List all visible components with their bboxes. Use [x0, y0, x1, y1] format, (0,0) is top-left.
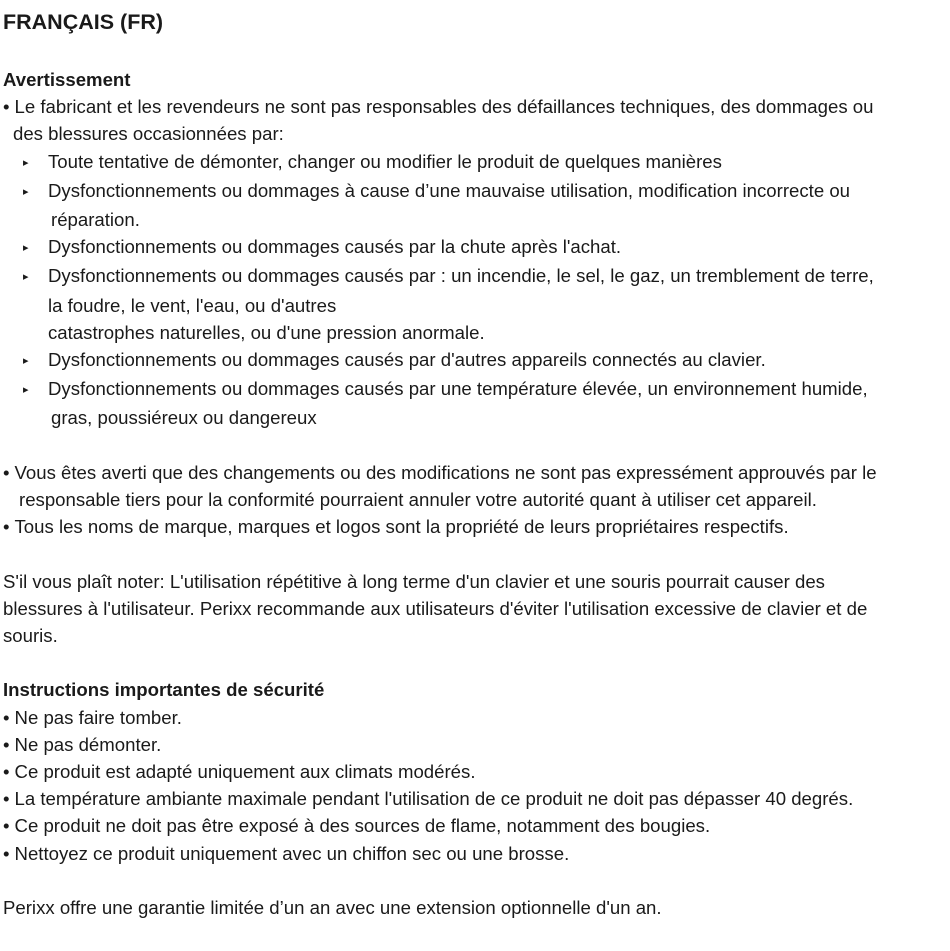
warning-sublist: [3, 148, 950, 432]
sub-list-item: ▸ Dysfonctionnements ou dommages à cause d’une mauvaise utilisation, modification incorrecte ou: [3, 177, 950, 206]
bullet-icon: •: [3, 788, 10, 810]
bullet-icon: •: [3, 733, 10, 755]
note-line: S'il vous plaît noter: L'utilisation répétitive à long terme d'un clavier et une souris pourrait causer des: [3, 570, 825, 592]
list-item: • Nettoyez ce produit uniquement avec un chiffon sec ou une brosse.: [3, 842, 570, 864]
bullet-icon: •: [3, 96, 10, 118]
sub-list-item-cont: catastrophes naturelles, ou d'une pression anormale.: [48, 321, 485, 343]
arrow-bullet-icon: ▸: [23, 355, 29, 368]
sub-list-item: ▸ Dysfonctionnements ou dommages causés par : un incendie, le sel, le gaz, un tremblement de terre,: [3, 262, 950, 291]
sub-list-item-cont: gras, poussiéreux ou dangereux: [51, 407, 317, 429]
sub-list-item: ▸ Toute tentative de démonter, changer ou modifier le produit de quelques manières: [3, 148, 950, 177]
sub-list-item: ▸ Dysfonctionnements ou dommages causés par d'autres appareils connectés au clavier.: [3, 346, 950, 375]
arrow-bullet-icon: ▸: [23, 156, 29, 169]
note-line: souris.: [3, 625, 58, 647]
page-title: FRANÇAIS (FR): [3, 10, 164, 34]
bullet-icon: •: [3, 842, 10, 864]
bullet-icon: •: [3, 461, 10, 483]
warning-intro: • Le fabricant et les revendeurs ne sont pas responsables des défaillances techniques, des dommages ou: [3, 96, 874, 118]
arrow-bullet-icon: ▸: [23, 271, 29, 284]
bullet-icon: •: [3, 815, 10, 837]
warning-intro-cont: des blessures occasionnées par:: [13, 123, 284, 145]
sub-list-item-cont: réparation.: [51, 209, 140, 231]
list-item: • Ce produit ne doit pas être exposé à des sources de flame, notamment des bougies.: [3, 815, 711, 837]
sub-list-item: ▸ Dysfonctionnements ou dommages causés par une température élevée, un environnement humide,: [3, 375, 950, 404]
arrow-bullet-icon: ▸: [23, 384, 29, 397]
warning-trademark-notice: • Tous les noms de marque, marques et logos sont la propriété de leurs propriétaires respectifs.: [3, 516, 789, 538]
arrow-bullet-icon: ▸: [23, 185, 29, 198]
list-item: • Ne pas démonter.: [3, 733, 162, 755]
sub-list-item-cont: la foudre, le vent, l'eau, ou d'autres: [48, 294, 337, 316]
warning-section: [3, 66, 950, 540]
safety-heading: Instructions importantes de sécurité: [3, 679, 325, 701]
list-item: • La température ambiante maximale pendant l'utilisation de ce produit ne doit pas dépasser 40 degrés.: [3, 788, 854, 810]
bullet-icon: •: [3, 706, 10, 728]
list-item: • Ne pas faire tomber.: [3, 706, 182, 728]
bullet-icon: •: [3, 761, 10, 783]
warning-notice-cont: responsable tiers pour la conformité pourraient annuler votre autorité quant à utiliser cet appareil.: [19, 489, 817, 511]
usage-note: [3, 568, 950, 650]
list-item: • Ce produit est adapté uniquement aux climats modérés.: [3, 761, 476, 783]
warranty-text: Perixx offre une garantie limitée d’un an avec une extension optionnelle d'un an.: [3, 897, 662, 919]
safety-section: [3, 676, 950, 866]
sub-list-item: ▸ Dysfonctionnements ou dommages causés par la chute après l'achat.: [3, 233, 950, 262]
warning-heading: Avertissement: [3, 69, 131, 90]
bullet-icon: •: [3, 516, 10, 538]
note-line: blessures à l'utilisateur. Perixx recommande aux utilisateurs d'éviter l'utilisation excessive de clavier et de: [3, 597, 868, 619]
arrow-bullet-icon: ▸: [23, 242, 29, 255]
warning-notice: • Vous êtes averti que des changements ou des modifications ne sont pas expressément approuvés par le: [3, 461, 877, 483]
